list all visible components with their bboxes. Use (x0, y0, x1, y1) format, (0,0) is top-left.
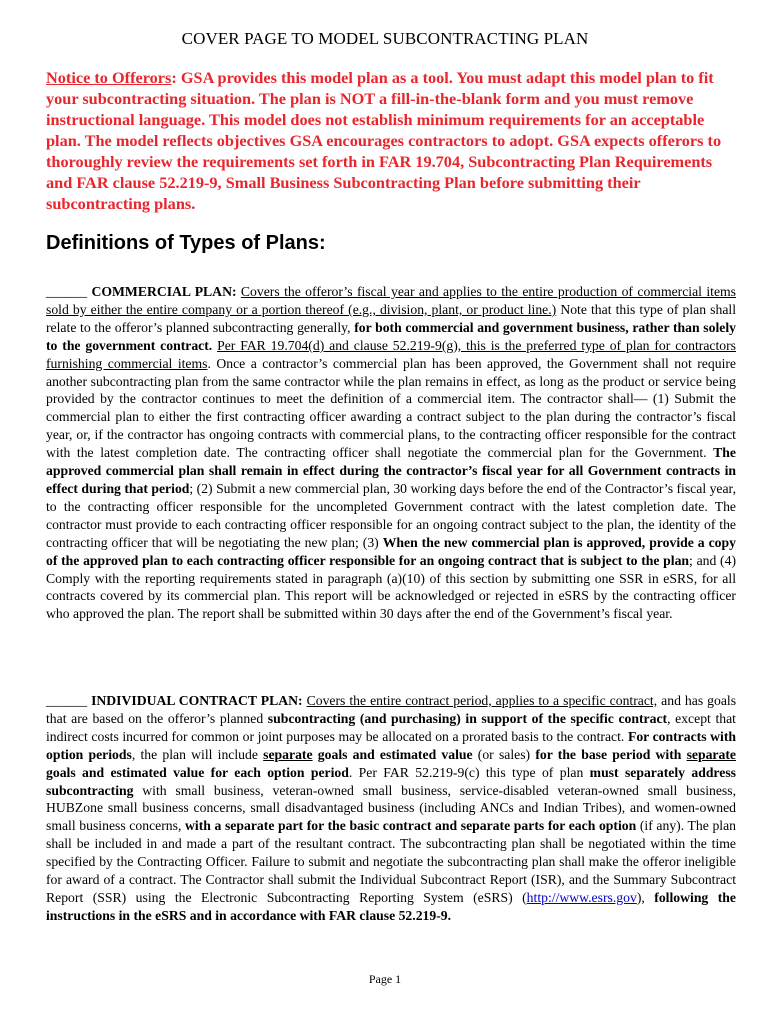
individual-plan-checkbox-blank[interactable]: ______ (46, 693, 88, 708)
individual-plan-text: separate (686, 746, 736, 762)
individual-plan-text: , the plan will include (131, 746, 264, 762)
commercial-plan-text: When the new commercial plan is approved, provide a copy of the approved plan to each contracting officer responsible for an ongoing contract that is subject to the plan (46, 534, 736, 568)
commercial-plan-text: ; and (4) Comply with the reporting requirements stated in paragraph (a)(10) of this section by submitting one SSR in eSRS, for all contracts covered by its commercial plan. This report will be acknowledged or rejected in eSRS by the contracting officer who approved the plan. The report shall be submitted within 30 days after the end of the Government’s fiscal year. (46, 552, 737, 622)
individual-plan-text: and has goals that are based on the offeror’s planned (46, 693, 737, 726)
individual-plan-text: goals and estimated value for each option period (46, 764, 349, 780)
individual-plan-section (46, 692, 736, 925)
commercial-plan-text: ; (2) Submit a new commercial plan, 30 working days before the end of the Contractor’s fiscal year, to the contracting officer responsible for the uncompleted Government contract with the latest completion date. The contractor must provide to each contracting officer responsible for an ongoing contract subject to the plan, the identity of the contracting officer that will be negotiating the new plan; (3) (46, 480, 736, 550)
definitions-heading: Definitions of Types of Plans: (46, 232, 326, 254)
individual-plan-label: INDIVIDUAL CONTRACT PLAN: (91, 693, 303, 708)
individual-plan-text: goals and estimated value (312, 746, 473, 762)
individual-plan-text: ), (636, 889, 645, 905)
individual-plan-text: . Per FAR 52.219-9(c) this type of plan (348, 764, 590, 780)
individual-plan-text: Covers the entire contract period, applies to a specific contract, (306, 693, 658, 708)
commercial-plan-text: Covers the offeror’s fiscal year and applies to the entire production of commercial items sold by either the entire company or a portion thereof (e.g., division, plant, or product line.) (46, 284, 737, 317)
page-number: Page 1 (368, 972, 402, 986)
commercial-plan-section (46, 283, 736, 623)
commercial-plan-text: The approved commercial plan shall remain in effect during the contractor’s fiscal year for all Government contracts in effect during that period (46, 445, 736, 496)
individual-plan-text: with a separate part for the basic contract and separate parts for each option (185, 818, 637, 834)
commercial-plan-checkbox-blank[interactable]: ______ (46, 284, 88, 299)
individual-plan-text: must separately address subcontracting (46, 764, 736, 798)
commercial-plan-text: Note that this type of plan shall relate to the offeror’s planned subcontracting generally, (46, 301, 736, 335)
individual-plan-text: (if any). The plan shall be included in and made a part of the resultant contract. The subcontracting plan shall be negotiated within the time specified by the Contracting Officer. Failure to submit and negotiate the subcontracting plan shall make the offeror ineligible for award of a contract. The Contractor shall submit the Individual Subcontract Report (ISR), and the Summary Subcontract Report (SSR) using the Electronic Subcontracting Reporting System (eSRS) ( (46, 818, 737, 905)
commercial-plan-text: Per FAR 19.704(d) and clause 52.219-9(g), this is the preferred type of plan for contractors furnishing commercial items (46, 337, 736, 371)
commercial-plan-text: for both commercial and government business, rather than solely to the government contract. (46, 319, 736, 353)
commercial-plan-label: COMMERCIAL PLAN: (91, 284, 237, 299)
page-title: COVER PAGE TO MODEL SUBCONTRACTING PLAN (181, 29, 589, 48)
individual-plan-text: with small business, veteran-owned small business, service-disabled veteran-owned small business, HUBZone small business concerns, small disadvantaged business (including ANCs and Indian Tribes), and women-owned small business concerns, (46, 782, 736, 834)
commercial-plan-text: . Once a contractor’s commercial plan has been approved, the Government shall not require another subcontracting plan from the same contractor while the plan remains in effect, as long as the product or service being provided by the contractor continues to meet the definition of a commercial item. The contractor shall— (1) Submit the commercial plan to either the first contracting officer awarding a contract subject to the plan during the contractor’s fiscal year, or, if the contractor has ongoing contracts with commercial plans, to the contracting officer responsible for the contract with the latest completion date. The contracting officer shall negotiate the commercial plan for the Government. (46, 355, 737, 461)
individual-plan-text: , except that indirect costs incurred for common or joint purposes may be allocated on a prorated basis to the contract. (46, 710, 736, 744)
individual-plan-text: following the instructions in the eSRS and in accordance with FAR clause 52.219-9. (46, 889, 736, 923)
individual-plan-text: For contracts with option periods (46, 728, 736, 762)
esrs-link[interactable]: http://www.esrs.gov (526, 889, 637, 905)
individual-plan-text: separate (263, 746, 313, 762)
notice-text: : GSA provides this model plan as a tool. You must adapt this model plan to fit your subcontracting situation. The plan is NOT a fill-in-the-blank form and you must remove instructional language. This model does not establish minimum requirements for an acceptable plan. The model reflects objectives GSA encourages contractors to adopt. GSA expects offerors to thoroughly review the requirements set forth in FAR 19.704, Subcontracting Plan Requirements and FAR clause 52.219-9, Small Business Subcontracting Plan before submitting their subcontracting plans. (46, 68, 722, 213)
notice-label: Notice to Offerors (46, 68, 172, 87)
individual-plan-text: (or sales) (472, 746, 536, 762)
individual-plan-text: for the base period with (535, 746, 687, 762)
individual-plan-text: subcontracting (and purchasing) in support of the specific contract (267, 710, 668, 726)
notice-to-offerors (46, 67, 736, 214)
